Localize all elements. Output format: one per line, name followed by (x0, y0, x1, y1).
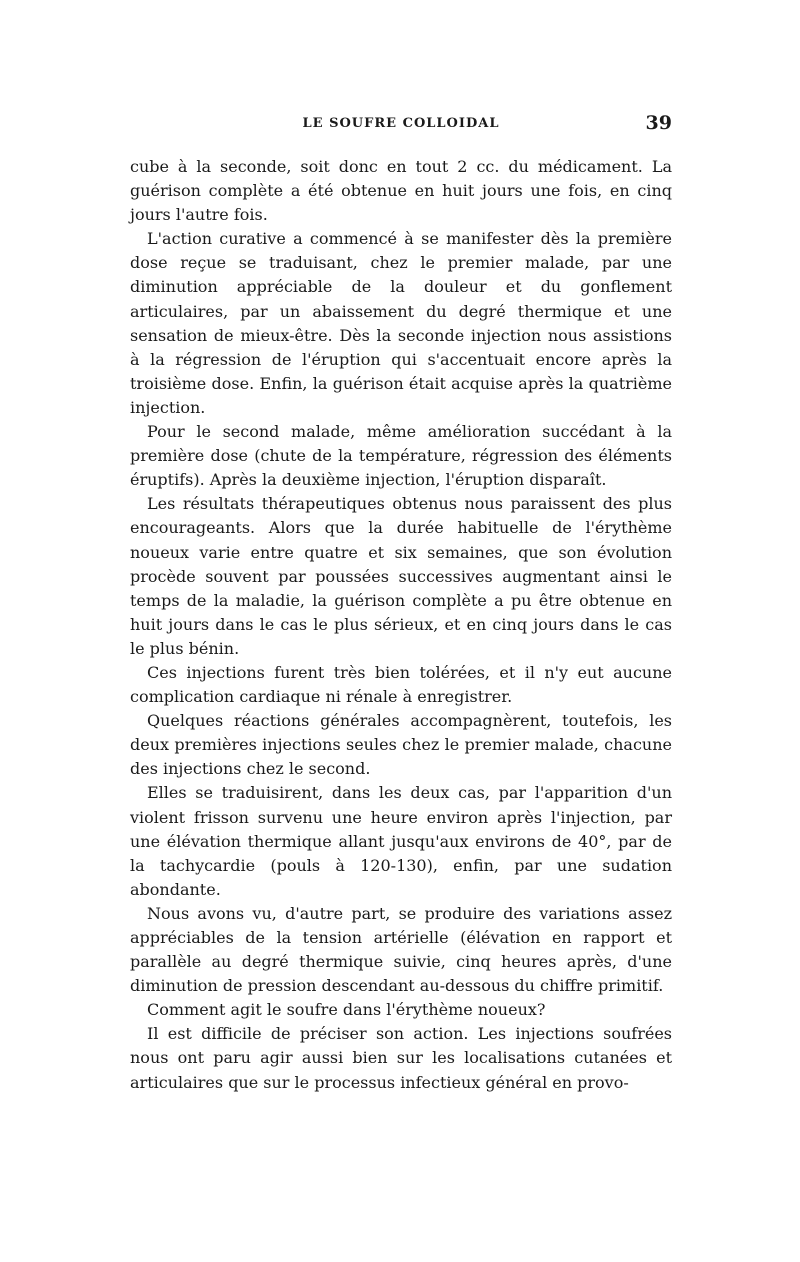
running-title: LE SOUFRE COLLOIDAL (302, 116, 500, 131)
page-number: 39 (645, 112, 672, 134)
paragraph: Pour le second malade, même amélioration succédant à la première dose (chute de la température, régression des éléments éruptifs). Après la deuxième injection, l'éruption disparaît. (130, 422, 672, 490)
paragraph-continuation: cube à la seconde, soit donc en tout 2 cc. du médicament. La guérison complète a été obtenue en huit jours une fois, en cinq jours l'autre fois. (130, 157, 672, 225)
paragraph: Il est difficile de préciser son action. Les injections soufrées nous ont paru agir aussi bien sur les localisations cutanées et articulaires que sur le processus infectieux général en provo- (130, 1024, 672, 1092)
running-head (130, 112, 672, 140)
paragraph-question: Comment agit le soufre dans l'érythème noueux? (147, 1000, 546, 1020)
paragraph: Quelques réactions générales accompagnèrent, toutefois, les deux premières injections seules chez le premier malade, chacune des injections chez le second. (130, 711, 672, 779)
paragraph: L'action curative a commencé à se manifester dès la première dose reçue se traduisant, chez le premier malade, par une diminution appréciable de la douleur et du gonflement articulaires, par un abaissement du degré thermique et une sensation de mieux-être. Dès la seconde injection nous assistions à la régression de l'éruption qui s'accentuait encore après la troisième dose. Enfin, la guérison était acquise après la quatrième injection. (130, 229, 672, 417)
paragraph: Elles se traduisirent, dans les deux cas, par l'apparition d'un violent frisson survenu une heure environ après l'injection, par une élévation thermique allant jusqu'aux environs de 40°, par de la tachycardie (pouls à 120-130), enfin, par une sudation abondante. (130, 783, 672, 899)
paragraph: Ces injections furent très bien tolérées, et il n'y eut aucune complication cardiaque ni rénale à enregistrer. (130, 662, 672, 707)
body-text (130, 155, 672, 1095)
paragraph: Nous avons vu, d'autre part, se produire des variations assez appréciables de la tension artérielle (élévation en rapport et parallèle au degré thermique suivie, cinq heures après, d'une diminution de pression descendant au-dessous du chiffre primitif. (130, 903, 672, 996)
paragraph: Les résultats thérapeutiques obtenus nous paraissent des plus encourageants. Alors que la durée habituelle de l'érythème noueux varie entre quatre et six semaines, que son évolution procède souvent par poussées successives augmentant ainsi le temps de la maladie, la guérison complète a pu être obtenue en huit jours dans le cas le plus sérieux, et en cinq jours dans le cas le plus bénin. (130, 494, 672, 658)
